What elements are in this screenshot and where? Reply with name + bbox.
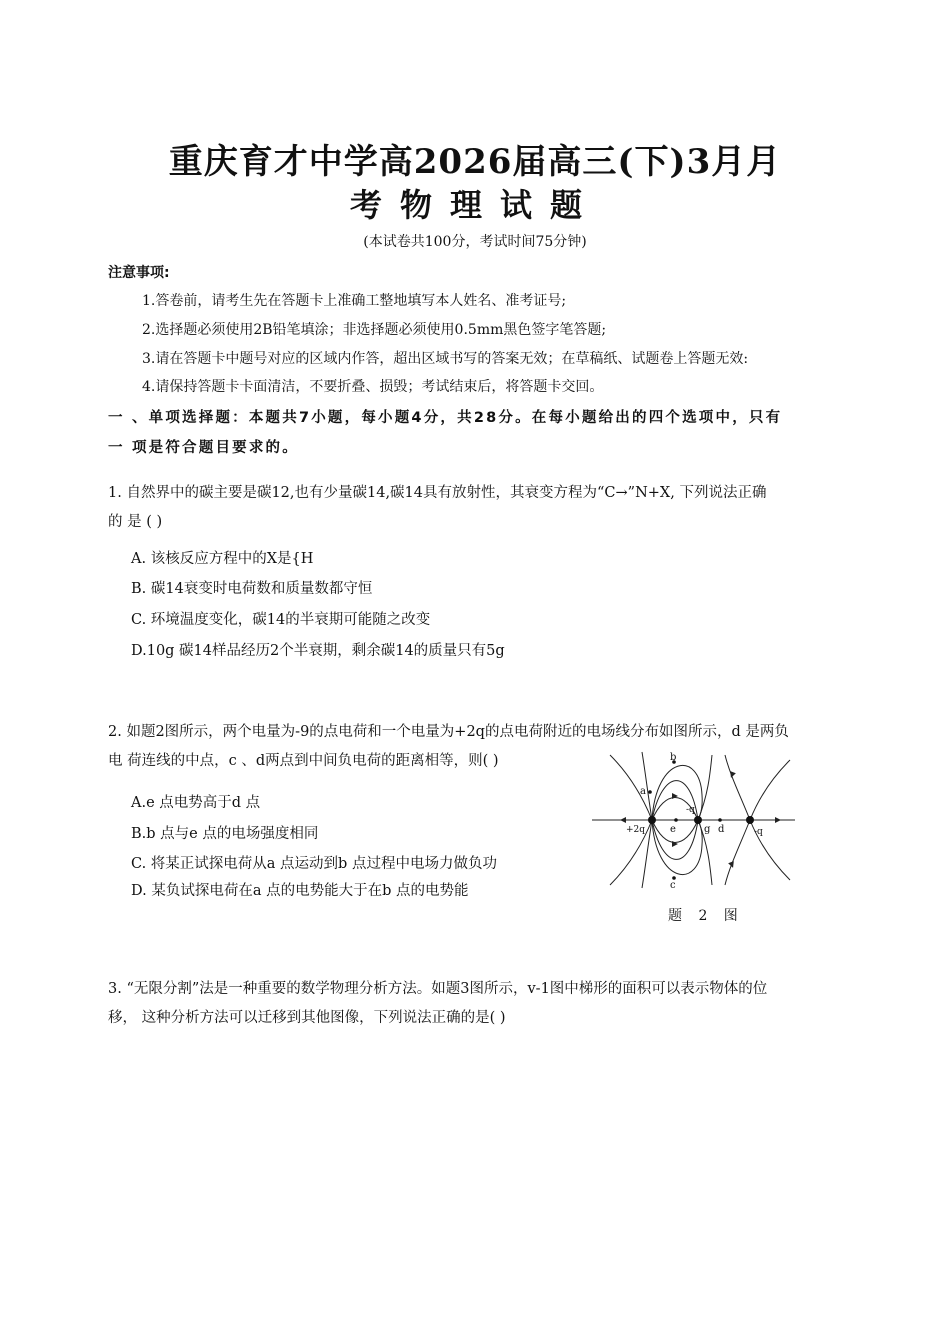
label-c: c: [670, 880, 676, 890]
section-heading-line1: 一 、单项选择题：本题共7小题，每小题4分，共28分。在每小题给出的四个选项中，只有: [108, 410, 783, 426]
label-g: g: [704, 824, 711, 835]
point-c: [674, 818, 678, 822]
field-line: [725, 820, 750, 885]
label-e: e: [670, 824, 676, 835]
arrow-marker: [728, 771, 736, 779]
field-line: [725, 755, 750, 820]
question-1-stem-line2: 的 是 ( ): [108, 514, 163, 530]
question-1-option-c: C. 环境温度变化，碳14的半衰期可能随之改变: [131, 612, 431, 628]
notice-item: 3.请在答题卡中题号对应的区域内作答，超出区域书写的答案无效；在草稿纸、试题卷上答题无效:: [142, 351, 749, 367]
question-2-option-b: B.b 点与e 点的电场强度相同: [131, 826, 319, 842]
point-d: [718, 818, 722, 822]
arrow-marker: [728, 861, 736, 869]
field-line: [698, 755, 712, 820]
label-b: b: [670, 752, 677, 763]
label-minus-charge-1: -q: [686, 805, 695, 815]
question-1-option-b: B. 碳14衰变时电荷数和质量数都守恒: [131, 581, 373, 597]
notice-item: 2.选择题必须使用2B铅笔填涂；非选择题必须使用0.5mm黑色签字笔答题;: [142, 322, 607, 338]
question-1-option-a: A. 该核反应方程中的X是{H: [131, 551, 314, 567]
arrow-marker: [775, 817, 781, 823]
negative-charge-1: [694, 816, 702, 824]
question-1-stem-line1: 1. 自然界中的碳主要是碳12,也有少量碳14,碳14具有放射性，其衰变方程为“C→”N+X, 下列说法正确: [108, 485, 767, 501]
field-line: [750, 760, 790, 820]
electric-field-figure: [590, 750, 800, 890]
question-1-option-d: D.10g 碳14样品经历2个半衰期，剩余碳14的质量只有5g: [131, 643, 505, 659]
exam-title-line2: 考物理试题: [349, 186, 600, 224]
negative-charge-2: [746, 816, 754, 824]
label-d: d: [718, 824, 725, 835]
label-a: a: [640, 786, 646, 797]
label-plus-charge: +2q: [626, 825, 646, 835]
question-3-stem-line2: 移， 这种分析方法可以迁移到其他图像，下列说法正确的是( ): [108, 1010, 506, 1026]
question-3-stem-line1: 3. “无限分割”法是一种重要的数学物理分析方法。如题3图所示，v-1图中梯形的面积可以表示物体的位: [108, 981, 768, 997]
field-line: [652, 820, 702, 875]
arrow-marker: [620, 817, 626, 823]
point-a: [648, 790, 652, 794]
question-2-stem-line2: 电 荷连线的中点，c 、d两点到中间负电荷的距离相等，则( ): [108, 753, 499, 769]
positive-charge: [648, 816, 656, 824]
exam-subtitle: (本试卷共100分，考试时间75分钟): [363, 234, 587, 250]
section-heading-line2: 一 项是符合题目要求的。: [108, 440, 299, 456]
question-2-option-d: D. 某负试探电荷在a 点的电势能大于在b 点的电势能: [131, 883, 469, 899]
exam-title-line1: 重庆育才中学高2026届高三(下)3月月: [168, 142, 782, 182]
label-minus-charge-2: -q: [754, 827, 763, 837]
notice-item: 1.答卷前，请考生先在答题卡上准确工整地填写本人姓名、准考证号;: [142, 293, 567, 309]
notice-item: 4.请保持答题卡卡面清洁，不要折叠、损毁；考试结束后，将答题卡交回。: [142, 379, 604, 395]
question-2-stem-line1: 2. 如题2图所示，两个电量为-9的点电荷和一个电量为+2q的点电荷附近的电场线分布如图所示，d 是两负: [108, 724, 789, 740]
notice-heading: 注意事项:: [108, 265, 170, 281]
question-2-option-c: C. 将某正试探电荷从a 点运动到b 点过程中电场力做负功: [131, 856, 497, 872]
question-2-option-a: A.e 点电势高于d 点: [131, 795, 261, 811]
figure-2-caption: 题 2 图: [668, 908, 744, 924]
